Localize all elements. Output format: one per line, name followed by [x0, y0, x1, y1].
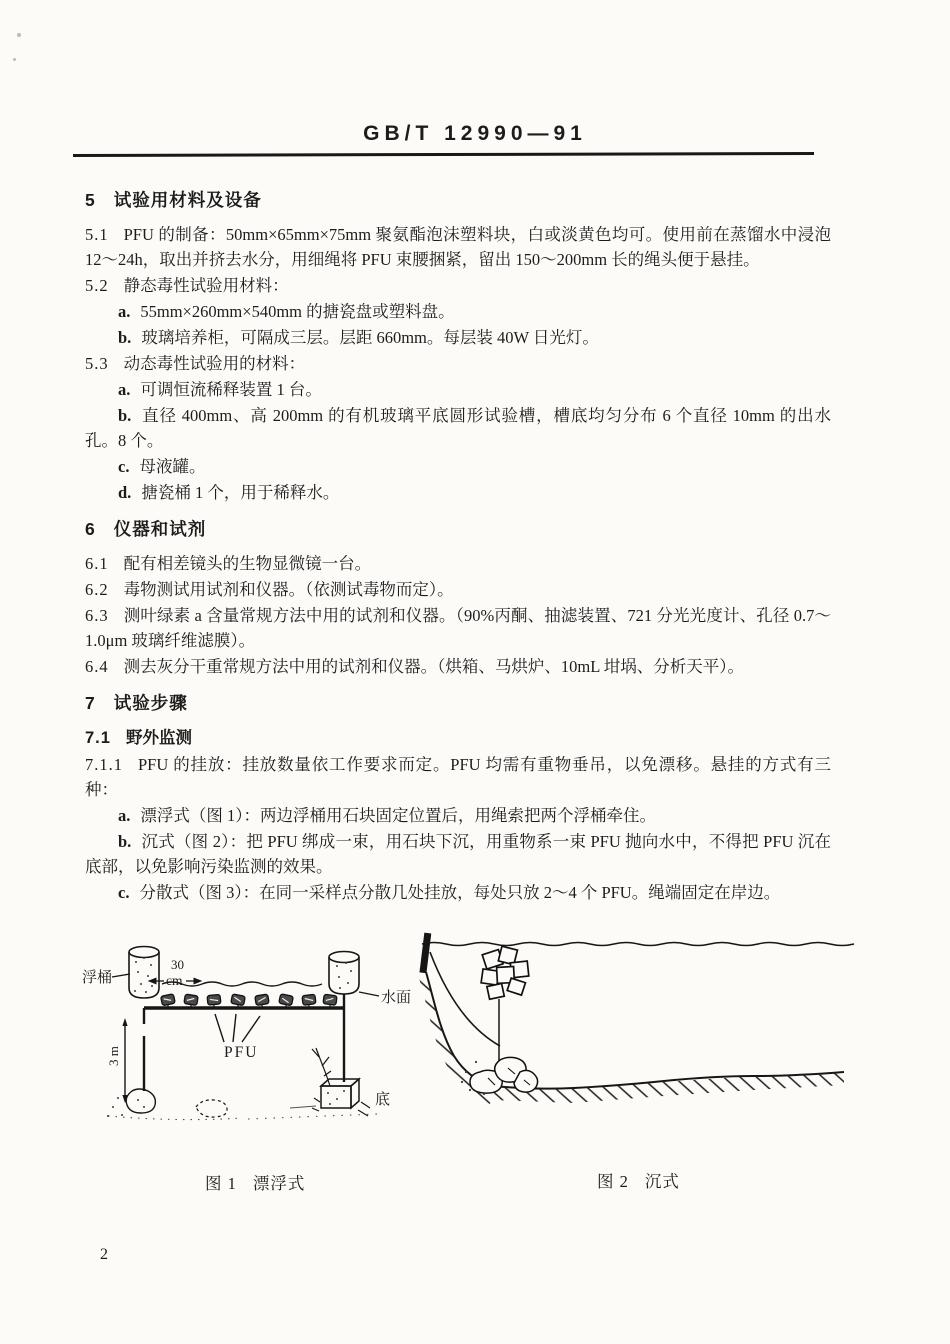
- item-label: 5.1: [85, 225, 109, 244]
- pfu-blocks: [161, 994, 338, 1008]
- figure1-caption: [205, 1170, 305, 1194]
- paragraph-7-1-1-b: [85, 829, 831, 879]
- paragraph-7-1-1: [85, 752, 831, 802]
- item-label: a.: [118, 380, 131, 399]
- paragraph-5-3: [85, 351, 831, 376]
- paragraph-5-3-a: [85, 377, 831, 402]
- left-float-barrel: [129, 947, 159, 999]
- bottom-hatching: [494, 1072, 844, 1103]
- item-text: 沉式（图 2）：把 PFU 绑成一束，用石块下沉，用重物系一束 PFU 抛向水中，不得把 PFU 沉在底部，以免影响污染监测的效果。: [85, 832, 831, 876]
- item-text: 母液罐。: [139, 457, 206, 476]
- item-label: 5.3: [85, 354, 109, 373]
- pfu-label: PFU: [224, 1044, 259, 1061]
- item-text: 配有相差镜头的生物显微镜一台。: [123, 554, 372, 573]
- pointer-line: [112, 974, 130, 977]
- item-label: c.: [118, 883, 130, 902]
- item-text: PFU 的挂放：挂放数量依工作要求而定。PFU 均需有重物垂吊，以免漂移。悬挂的方式有三种：: [85, 755, 831, 799]
- item-text: 测去灰分干重常规方法中用的试剂和仪器。（烘箱、马烘炉、10mL 坩埚、分析天平）。: [123, 657, 745, 676]
- item-text: 玻璃培养柜，可隔成三层。层距 660mm。每层装 40W 日光灯。: [141, 328, 599, 347]
- depth-label: 3 m: [106, 1046, 121, 1066]
- paragraph-7-1-1-a: [85, 803, 831, 828]
- figure1-caption-title: 漂浮式: [252, 1174, 306, 1193]
- section-heading-7: [85, 690, 831, 716]
- paragraph-7-1: [85, 725, 831, 751]
- paragraph-5-2-a: [85, 299, 831, 324]
- scan-speck: [13, 58, 16, 61]
- section-title: 试验用材料及设备: [113, 190, 262, 210]
- figure1-caption-number: 图 1: [205, 1174, 237, 1193]
- water-line: [422, 943, 854, 946]
- item-label: 5.2: [85, 276, 109, 295]
- page-number: 2: [100, 1246, 108, 1263]
- bottom-left-rock: [107, 1089, 155, 1117]
- water-surface-pointer: [359, 992, 379, 996]
- item-label: b.: [118, 406, 132, 425]
- item-label: a.: [118, 302, 131, 321]
- section-heading-5: [85, 187, 831, 213]
- figure2-caption-number: 图 2: [597, 1172, 629, 1191]
- pfu-bundle: [481, 946, 529, 999]
- item-text: 漂浮式（图 1）：两边浮桶用石块固定位置后，用绳索把两个浮桶牵住。: [140, 806, 656, 825]
- item-text: 可调恒流稀释装置 1 台。: [140, 380, 322, 399]
- item-label: 7.1: [85, 729, 111, 747]
- section-number: 7: [85, 693, 96, 713]
- water-line: [162, 982, 322, 986]
- paragraph-5-1: [85, 222, 831, 272]
- item-label: a.: [118, 806, 131, 825]
- paragraph-5-3-b: [85, 403, 831, 453]
- item-text: 动态毒性试验用的材料：: [123, 354, 306, 373]
- bottom-label: 底: [375, 1092, 391, 1108]
- item-text: 静态毒性试验用材料：: [123, 276, 289, 295]
- item-label: b.: [118, 832, 132, 851]
- item-label: 6.3: [85, 606, 109, 625]
- paragraph-6-4: [85, 654, 831, 679]
- figure2-caption: [597, 1168, 680, 1192]
- section-title: 试验步骤: [113, 693, 188, 713]
- right-float-barrel: [329, 952, 359, 995]
- section-title: 仪器和试剂: [113, 519, 207, 539]
- spacing-value: 30: [171, 957, 184, 972]
- paragraph-5-2: [85, 273, 831, 298]
- item-text: 搪瓷桶 1 个，用于稀释水。: [141, 483, 340, 502]
- pfu-pointer-lines: [215, 1014, 260, 1042]
- paragraph-5-3-c: [85, 454, 831, 479]
- paragraph-5-2-b: [85, 325, 831, 350]
- paragraph-5-3-d: [85, 480, 831, 505]
- depth-dimension: [106, 1018, 128, 1103]
- item-text: 分散式（图 3）：在同一采样点分散几处挂放，每处只放 2～4 个 PFU。绳端固定在岸边。: [139, 883, 781, 902]
- paragraph-6-3: [85, 603, 831, 653]
- paragraph-7-1-1-c: [85, 880, 831, 905]
- plant-sprig: [312, 1048, 331, 1086]
- figure2-sinking-diagram: [396, 922, 874, 1140]
- item-label: d.: [118, 483, 132, 502]
- item-text: PFU 的制备：50mm×65mm×75mm 聚氨酯泡沫塑料块，白或淡黄色均可。使用前在蒸馏水中浸泡 12～24h，取出并挤去水分，用细绳将 PFU 束腰捆紧，留出 150～200mm 长的绳头便于悬挂。: [85, 225, 831, 269]
- header-rule: [73, 152, 814, 157]
- item-text: 直径 400mm、高 200mm 的有机玻璃平底圆形试验槽，槽底均匀分布 6 个直径 10mm 的出水孔。8 个。: [85, 406, 831, 450]
- weight-box: [312, 1079, 370, 1116]
- section-heading-6: [85, 516, 831, 542]
- figure2-caption-title: 沉式: [644, 1172, 680, 1191]
- item-label: 6.1: [85, 554, 109, 573]
- figure1-floating-diagram: [78, 930, 418, 1138]
- item-label: 6.2: [85, 580, 109, 599]
- bottom-stone: [196, 1100, 227, 1117]
- water-surface-label: 水面: [381, 990, 412, 1006]
- standard-number: GB/T 12990—91: [363, 122, 587, 145]
- scan-speck: [17, 33, 21, 37]
- item-label: 6.4: [85, 657, 109, 676]
- spacing-unit: cm: [166, 973, 183, 988]
- item-text: 野外监测: [125, 729, 192, 747]
- float-barrel-label: 浮桶: [82, 970, 113, 986]
- document-body: [85, 176, 831, 906]
- item-label: b.: [118, 328, 132, 347]
- item-text: 毒物测试用试剂和仪器。（依测试毒物而定）。: [123, 580, 454, 599]
- item-text: 55mm×260mm×540mm 的搪瓷盘或塑料盘。: [140, 302, 455, 321]
- paragraph-6-2: [85, 577, 831, 602]
- item-label: 7.1.1: [85, 755, 123, 774]
- section-number: 6: [85, 519, 96, 539]
- section-number: 5: [85, 190, 96, 210]
- item-label: c.: [118, 457, 130, 476]
- item-text: 测叶绿素 a 含量常规方法中用的试剂和仪器。（90%丙酮、抽滤装置、721 分光光度计、孔径 0.7～1.0μm 玻璃纤维滤膜）。: [85, 606, 831, 650]
- paragraph-6-1: [85, 551, 831, 576]
